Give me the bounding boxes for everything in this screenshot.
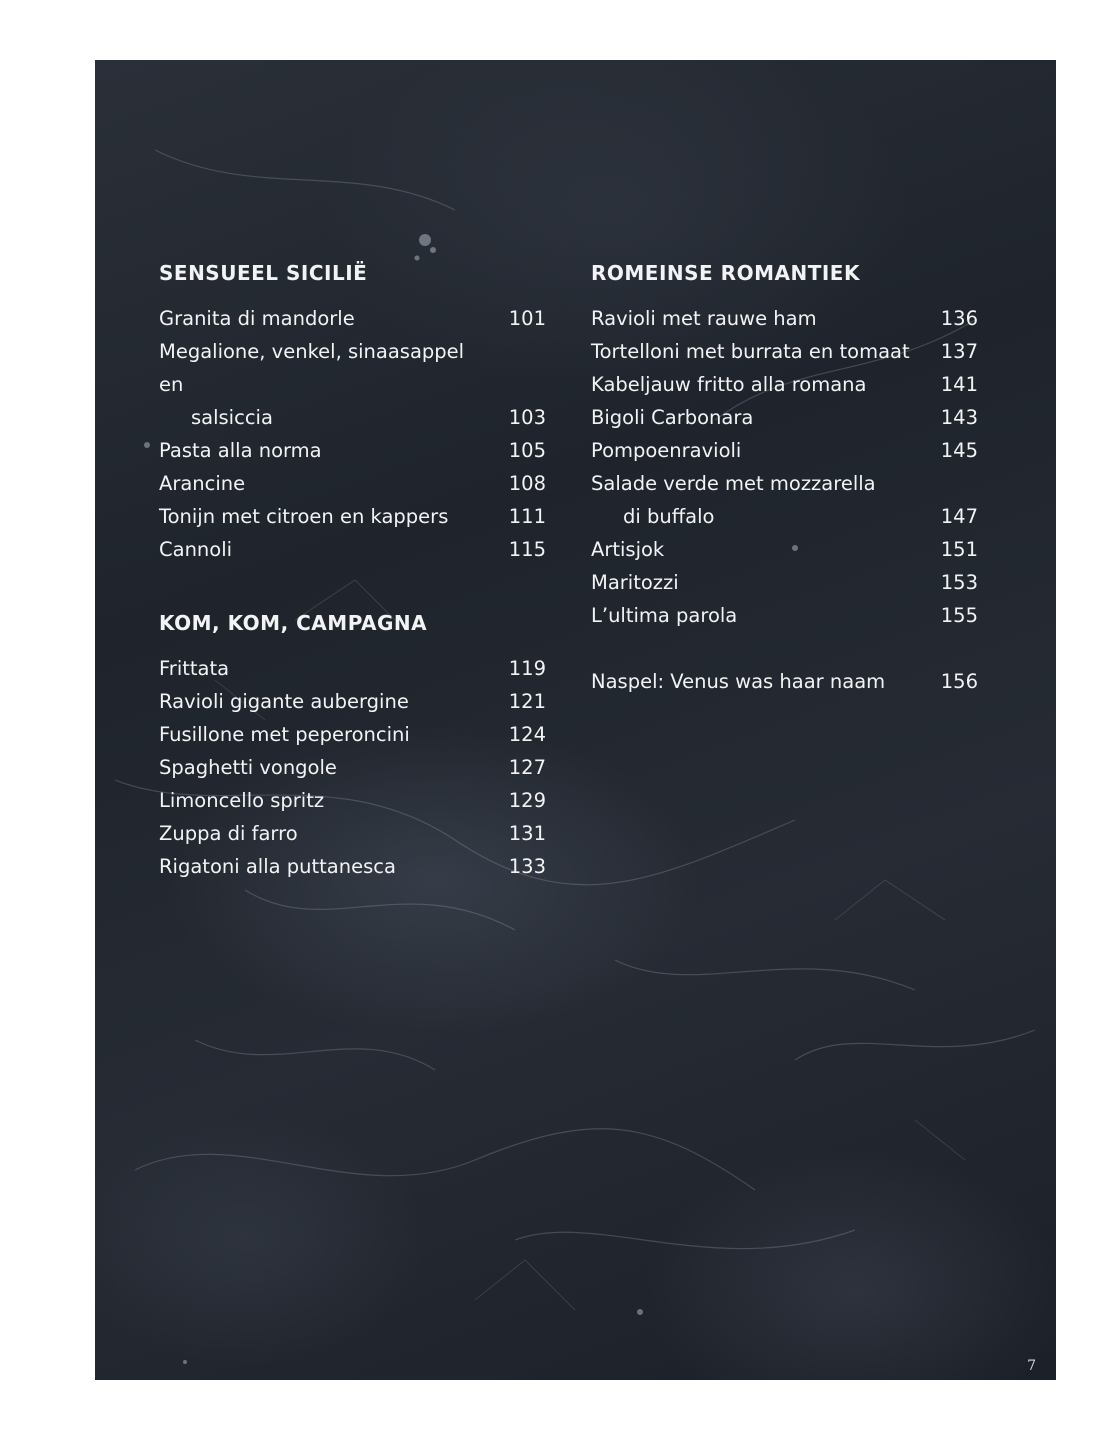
entry-title: Pompoenravioli — [591, 439, 742, 462]
toc-entry — [159, 718, 546, 751]
entry-title: Zuppa di farro — [159, 822, 298, 845]
entry-title: Tortelloni met burrata en tomaat — [591, 340, 910, 363]
left-column — [159, 258, 546, 883]
page-number: 131 — [508, 822, 546, 845]
page-number: 141 — [940, 373, 978, 396]
page-number: 147 — [940, 505, 978, 528]
page-number: 127 — [508, 756, 546, 779]
entry-title: Arancine — [159, 472, 246, 495]
page-number: 136 — [940, 307, 978, 330]
toc-entry — [591, 467, 978, 533]
toc-entry — [159, 467, 546, 500]
toc-entry — [159, 302, 546, 335]
entry-title: Salade verde met mozzarella — [591, 472, 876, 495]
toc-entry-epilogue — [591, 665, 978, 698]
section-heading: ROMEINSE ROMANTIEK — [591, 261, 860, 285]
page-number: 111 — [508, 505, 546, 528]
entry-title: Naspel: Venus was haar naam — [591, 670, 886, 693]
toc-entry — [591, 599, 978, 632]
entry-spacer — [591, 632, 978, 665]
toc-entry — [159, 434, 546, 467]
page-number: 133 — [508, 855, 546, 878]
right-column — [591, 258, 978, 698]
entry-title: Kabeljauw fritto alla romana — [591, 373, 867, 396]
page-number: 121 — [508, 690, 546, 713]
entry-title: Maritozzi — [591, 571, 679, 594]
toc-entry — [591, 302, 978, 335]
section-spacer — [159, 566, 546, 608]
page-number: 108 — [508, 472, 546, 495]
toc-entry — [159, 533, 546, 566]
page-number: 137 — [940, 340, 978, 363]
entry-title-continuation: di buffalo — [623, 505, 715, 528]
toc-entry — [591, 566, 978, 599]
toc-entry — [591, 335, 978, 368]
entry-title: Limoncello spritz — [159, 789, 325, 812]
toc-entry — [159, 784, 546, 817]
page-number: 105 — [508, 439, 546, 462]
entry-title: Fusillone met peperoncini — [159, 723, 410, 746]
entry-title: Pasta alla norma — [159, 439, 322, 462]
entry-title: Rigatoni alla puttanesca — [159, 855, 396, 878]
toc-entry — [591, 533, 978, 566]
toc-entry — [159, 500, 546, 533]
page-number: 153 — [940, 571, 978, 594]
entry-title: Tonijn met citroen en kappers — [159, 505, 449, 528]
page-number: 101 — [508, 307, 546, 330]
toc-entry — [159, 652, 546, 685]
page-number: 155 — [940, 604, 978, 627]
entry-title-continuation: salsiccia — [191, 406, 273, 429]
entry-title: Ravioli gigante aubergine — [159, 690, 409, 713]
page-number: 129 — [508, 789, 546, 812]
page-number: 145 — [940, 439, 978, 462]
page-number: 115 — [508, 538, 546, 561]
entry-title: Ravioli met rauwe ham — [591, 307, 817, 330]
toc-entry — [159, 685, 546, 718]
slate-background — [95, 60, 1056, 1380]
page-number: 124 — [508, 723, 546, 746]
page-number: 119 — [508, 657, 546, 680]
folio-page-number: 7 — [1027, 1358, 1036, 1374]
entry-title: Bigoli Carbonara — [591, 406, 754, 429]
entry-title: Megalione, venkel, sinaasappel en — [159, 340, 465, 396]
toc-entry — [159, 850, 546, 883]
entry-title: Granita di mandorle — [159, 307, 355, 330]
table-of-contents — [95, 60, 1056, 1380]
toc-entry — [591, 368, 978, 401]
page-number: 143 — [940, 406, 978, 429]
toc-entry — [591, 434, 978, 467]
page-number: 151 — [940, 538, 978, 561]
section-heading: KOM, KOM, CAMPAGNA — [159, 611, 428, 635]
entry-title: Spaghetti vongole — [159, 756, 337, 779]
entry-title: Frittata — [159, 657, 230, 680]
page-number: 156 — [940, 670, 978, 693]
toc-entry — [159, 335, 546, 434]
toc-entry — [159, 817, 546, 850]
toc-entry — [591, 401, 978, 434]
entry-title: Cannoli — [159, 538, 233, 561]
entry-title: L’ultima parola — [591, 604, 738, 627]
toc-entry — [159, 751, 546, 784]
section-heading: SENSUEEL SICILIË — [159, 261, 368, 285]
page-number: 103 — [508, 406, 546, 429]
entry-title: Artisjok — [591, 538, 665, 561]
